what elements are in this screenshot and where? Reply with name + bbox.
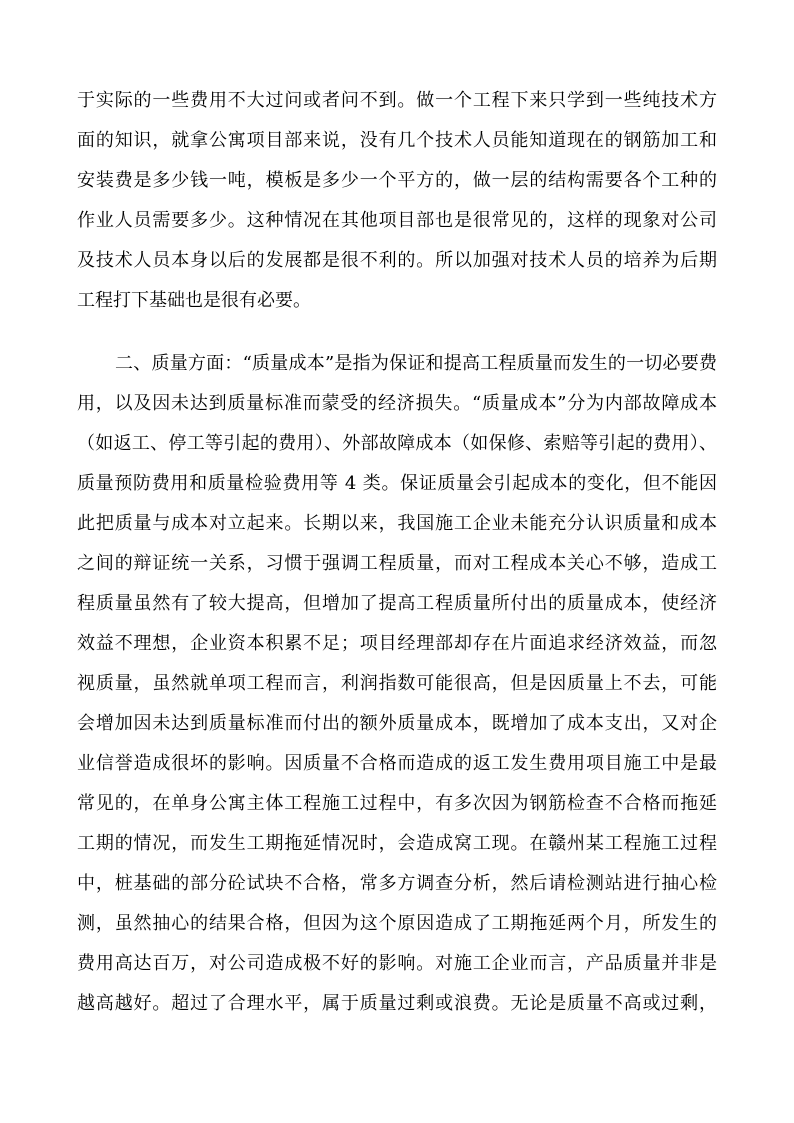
text-line-8: 用，以及因未达到质量标准而蒙受的经济损失。“质量成本”分为内部故障成本 [77,393,717,414]
text-line-19: 工期的情况，而发生工期拖延情况时，会造成窝工现。在赣州某工程施工过程 [77,833,717,854]
text-line-14: 效益不理想，企业资本积累不足；项目经理部却存在片面追求经济效益，而忽 [77,633,717,654]
text-line-9: （如返工、停工等引起的费用）、外部故障成本（如保修、索赔等引起的费用）、 [77,433,717,454]
text-line-21: 测，虽然抽心的结果合格，但因为这个原因造成了工期拖延两个月，所发生的 [77,913,717,934]
text-line-17: 业信誉造成很坏的影响。因质量不合格而造成的返工发生费用项目施工中是最 [77,753,717,774]
text-line-16: 会增加因未达到质量标准而付出的额外质量成本，既增加了成本支出，又对企 [77,713,717,734]
section-heading-line: 二、质量方面：“质量成本”是指为保证和提高工程质量而发生的一切必要费 [115,353,717,374]
text-line-6: 工程打下基础也是很有必要。 [77,290,311,311]
text-line-11: 此把质量与成本对立起来。长期以来，我国施工企业未能充分认识质量和成本 [77,513,717,534]
text-line-1: 于实际的一些费用不大过问或者问不到。做一个工程下来只学到一些纯技术方 [77,90,717,111]
text-line-13: 程质量虽然有了较大提高，但增加了提高工程质量所付出的质量成本，使经济 [77,593,717,614]
text-line-10: 质量预防费用和质量检验费用等 4 类。保证质量会引起成本的变化，但不能因 [77,473,717,494]
text-line-18: 常见的，在单身公寓主体工程施工过程中，有多次因为钢筋检查不合格而拖延 [77,793,717,814]
text-line-22: 费用高达百万，对公司造成极不好的影响。对施工企业而言，产品质量并非是 [77,953,717,974]
text-line-4: 作业人员需要多少。这种情况在其他项目部也是很常见的，这样的现象对公司 [77,210,717,231]
text-line-15: 视质量，虽然就单项工程而言，利润指数可能很高，但是因质量上不去，可能 [77,673,717,694]
text-line-3: 安装费是多少钱一吨，模板是多少一个平方的，做一层的结构需要各个工种的 [77,170,717,191]
text-line-23: 越高越好。超过了合理水平，属于质量过剩或浪费。无论是质量不高或过剩， [77,993,717,1014]
text-line-12: 之间的辩证统一关系，习惯于强调工程质量，而对工程成本关心不够，造成工 [77,553,717,574]
text-line-2: 面的知识，就拿公寓项目部来说，没有几个技术人员能知道现在的钢筋加工和 [77,130,717,151]
text-line-5: 及技术人员本身以后的发展都是很不利的。所以加强对技术人员的培养为后期 [77,250,717,271]
text-line-20: 中，桩基础的部分砼试块不合格，常多方调查分析，然后请检测站进行抽心检 [77,873,717,894]
